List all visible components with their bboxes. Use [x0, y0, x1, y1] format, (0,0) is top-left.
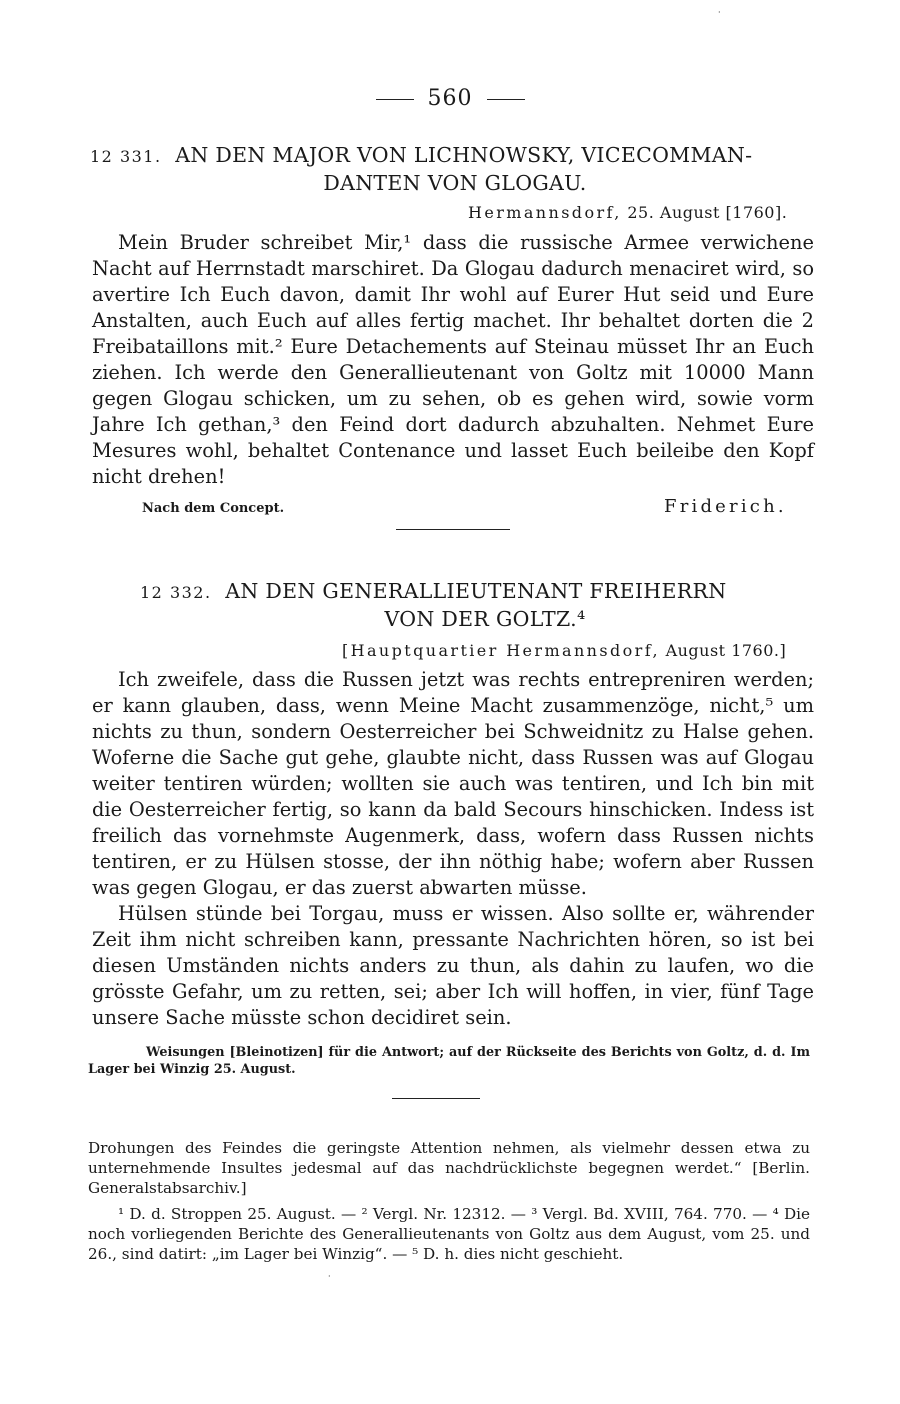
letter-1-date: 25. August [1760]. — [627, 203, 788, 222]
letter-2-number: 12 332. — [140, 583, 212, 602]
letter-2-body — [92, 667, 814, 1031]
speck-mark-bottom: · — [328, 1272, 331, 1281]
dash-right — [487, 99, 525, 100]
separator-rule-1 — [396, 529, 510, 530]
letter-2-place: [Hauptquartier Hermannsdorf, — [342, 641, 660, 660]
letter-1-body — [92, 230, 814, 490]
footnote-list: ¹ D. d. Stroppen 25. August. — ² Vergl. Nr. 12312. — ³ Vergl. Bd. XVIII, 764. 770. — ⁴ Die noch vorliegenden Berichte des Generallieutenants von Goltz aus dem August, vom 25. und 26., sind datirt: „im Lager bei Winzig“. — ⁵ D. h. dies nicht geschieht. — [88, 1205, 810, 1263]
letter-1-number: 12 331. — [90, 147, 162, 166]
letter-1-title-line2: DANTEN VON GLOGAU. — [323, 171, 587, 195]
letter-1-signature: Friderich. — [664, 496, 787, 517]
page-number — [0, 86, 900, 111]
letter-2-paragraph-1: Ich zweifele, dass die Russen jetzt was rechts entrepreniren werden; er kann glauben, dass, wenn Meine Macht zusammenzöge, nicht,⁵ um nichts zu thun, sondern Oesterreicher bei Schweidnitz zu Halse gehen. Woferne die Sache gut gehe, glaubte nicht, dass Russen was auf Glogau weiter tentiren würden; wollten sie auch was tentiren, und Ich bin mit die Oesterreicher fertig, so kann da bald Secours hinschicken. Indess ist freilich das vornehmste Augenmerk, dass, wofern dass Russen nichts tentiren, er zu Hülsen stosse, der ihn nöthig habe; wofern aber Russen was gegen Glogau, er das zuerst abwarten müsse. — [92, 668, 814, 899]
footnote-continuation: Drohungen des Feindes die geringste Attention nehmen, als vielmehr dessen etwa zu unternehmende Insultes jedesmal auf das nachdrücklichste begegnen werdet.“ [Berlin. Generalstabsarchiv.] — [88, 1139, 810, 1197]
separator-rule-2 — [392, 1098, 480, 1099]
letter-1-title-line1: AN DEN MAJOR VON LICHNOWSKY, VICECOMMAN- — [175, 143, 753, 167]
letter-2-date: August 1760.] — [665, 641, 787, 660]
letter-1-dateline — [468, 203, 787, 222]
letter-1-paragraph: Mein Bruder schreibet Mir,¹ dass die russische Armee verwichene Nacht auf Herrnstadt marschiret. Da Glogau dadurch menaciret wird, so avertire Ich Euch davon, damit Ihr wohl auf Eurer Hut seid und Eure Anstalten, auch Euch auf alles fertig machet. Ihr behaltet dorten die 2 Freibataillons mit.² Eure Detachements auf Steinau müsset Ihr an Euch ziehen. Ich werde den Generallieutenant von Goltz mit 10000 Mann gegen Glogau schicken, um zu sehen, ob es gehen wird, sowie vorm Jahre Ich gethan,³ den Feind dort dadurch abzuhalten. Nehmet Eure Mesures wohl, behaltet Contenance und lasset Euch beileibe den Kopf nicht drehen! — [92, 231, 814, 488]
speck-mark: · — [718, 8, 721, 17]
letter-2-dateline — [342, 641, 786, 660]
letter-2-title-line1: AN DEN GENERALLIEUTENANT FREIHERRN — [225, 579, 727, 603]
footnotes — [88, 1138, 810, 1264]
letter-2-paragraph-2: Hülsen stünde bei Torgau, muss er wissen. Also sollte er, währender Zeit ihm nicht schreiben kann, pressante Nachrichten hören, so ist bei diesen Umständen nichts anders zu thun, als dahin zu laufen, wo die grösste Gefahr, um zu retten, sei; aber Ich will hoffen, in vier, fünf Tage unsere Sache müsste schon decidiret sein. — [92, 902, 814, 1029]
letter-2-source: Weisungen [Bleinotizen] für die Antwort; auf der Rückseite des Berichts von Goltz, d. d. Im Lager bei Winzig 25. August. — [88, 1045, 810, 1077]
letter-1-place: Hermannsdorf, — [468, 203, 622, 222]
letter-2-heading — [140, 578, 770, 632]
letter-1-source: Nach dem Concept. — [142, 501, 285, 516]
dash-left — [376, 99, 414, 100]
page-number-text: 560 — [427, 86, 473, 111]
letter-1-heading — [90, 142, 820, 196]
letter-2-title-line2: VON DER GOLTZ.⁴ — [384, 607, 586, 631]
